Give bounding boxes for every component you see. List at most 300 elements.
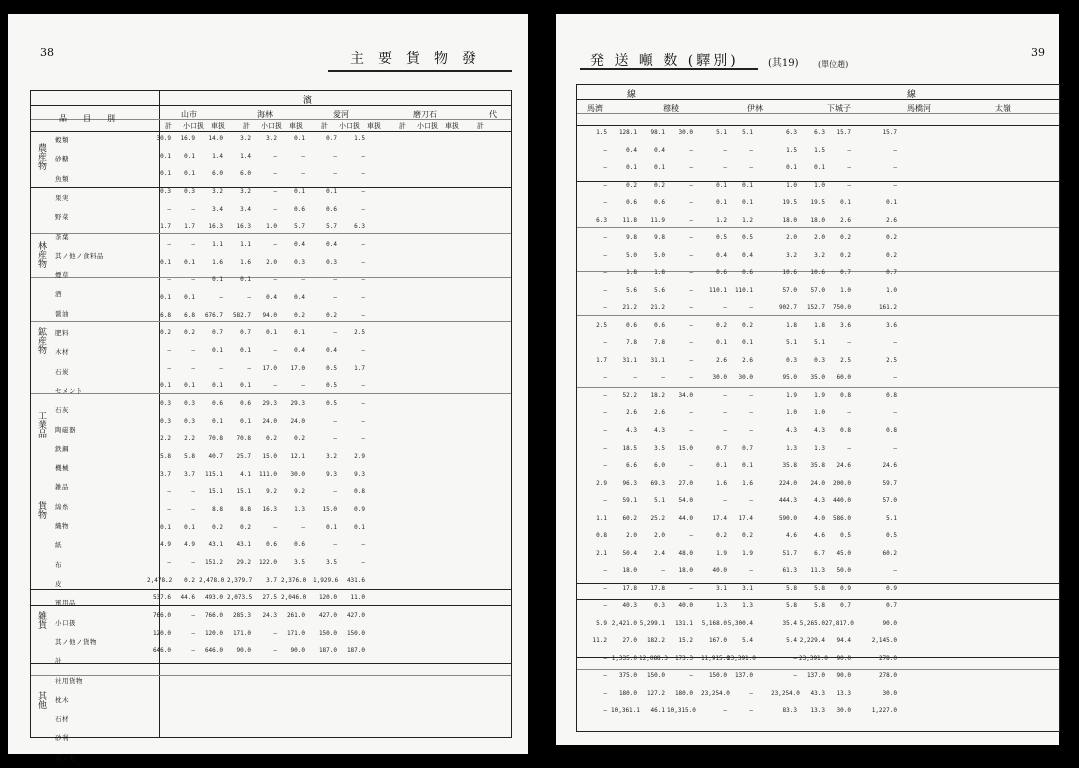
table-cell: 5.8 — [814, 584, 825, 592]
table-cell: 24.0 — [290, 417, 305, 425]
table-cell: — — [689, 462, 693, 470]
table-cell: 14.0 — [208, 135, 223, 142]
table-cell: — — [219, 294, 223, 301]
table-cell: 1,335.0 — [611, 654, 637, 662]
table-cell: — — [603, 286, 607, 294]
table-cell: 161.2 — [878, 304, 897, 312]
table-cell: 5.0 — [626, 251, 637, 259]
table-cell: 0.1 — [184, 294, 195, 301]
table-cell: 1.8 — [626, 269, 637, 277]
table-cell: 24.6 — [882, 462, 897, 470]
table-cell: 1.9 — [716, 549, 727, 557]
table-cell: 431.6 — [346, 576, 365, 584]
table-cell: — — [603, 391, 607, 399]
table-cell: 3.2 — [240, 188, 251, 195]
table-cell: 0.1 — [160, 294, 171, 301]
table-cell: — — [191, 612, 195, 619]
table-cell: 151.2 — [204, 559, 223, 566]
table-cell: — — [689, 409, 693, 417]
table-cell: — — [333, 435, 337, 443]
table-cell: 98.1 — [650, 129, 665, 136]
table-cell: 0.2 — [840, 251, 851, 259]
table-cell: 1.1 — [212, 241, 223, 248]
category-label: 林産物 — [36, 241, 46, 268]
table-cell: 0.1 — [294, 329, 305, 337]
table-cell: 90.0 — [836, 672, 851, 680]
table-cell: 6.8 — [184, 311, 195, 319]
table-cell: 0.1 — [840, 199, 851, 207]
table-cell: — — [689, 286, 693, 294]
table-cell: 17.8 — [650, 584, 665, 592]
table-cell: 27,817.0 — [825, 619, 854, 627]
table-cell: 582.7 — [232, 311, 251, 319]
table-cell: 6.3 — [786, 129, 797, 136]
table-cell: 27.5 — [262, 594, 277, 602]
table-cell: 12,088.3 — [639, 654, 668, 662]
table-cell: 6.3 — [814, 129, 825, 136]
subcol-header: 小口扱 — [261, 122, 282, 130]
table-cell: 2.6 — [840, 216, 851, 224]
table-cell: — — [893, 444, 897, 452]
divider — [31, 663, 511, 664]
table-cell: 1.5 — [814, 146, 825, 154]
table-cell: 1.4 — [240, 152, 251, 160]
divider — [577, 99, 1059, 100]
right-page — [556, 14, 1059, 745]
table-cell: — — [247, 364, 251, 372]
table-cell: 0.6 — [716, 269, 727, 277]
table-cell: 44.0 — [678, 514, 693, 522]
table-cell: — — [191, 559, 195, 566]
table-cell: 1.9 — [742, 549, 753, 557]
table-cell: 57.0 — [782, 286, 797, 294]
table-cell: 5.9 — [596, 619, 607, 627]
table-cell: 0.7 — [240, 329, 251, 337]
table-cell: 1.3 — [742, 602, 753, 610]
table-cell: 1.6 — [742, 479, 753, 487]
table-cell: 5,265.0 — [799, 619, 825, 627]
table-cell: 0.1 — [240, 276, 251, 284]
table-cell: 1.8 — [654, 269, 665, 277]
table-cell: — — [689, 374, 693, 382]
table-cell: 4.6 — [814, 532, 825, 540]
divider — [31, 321, 511, 322]
table-cell: 2,229.4 — [799, 637, 825, 645]
left-page — [8, 14, 528, 762]
table-cell: 278.0 — [878, 654, 897, 662]
table-cell: — — [333, 294, 337, 301]
table-cell: 285.3 — [232, 612, 251, 619]
table-cell: — — [333, 488, 337, 496]
table-cell: 2.5 — [886, 356, 897, 364]
table-cell: 0.4 — [294, 241, 305, 248]
table-cell: 4.6 — [786, 532, 797, 540]
table-cell: 0.3 — [160, 400, 171, 407]
table-cell: 5.8 — [786, 584, 797, 592]
page-number-left: 38 — [40, 46, 54, 59]
item-label: 其ノ他ノ貨物 — [55, 637, 97, 646]
table-cell: 0.2 — [160, 329, 171, 337]
table-cell: 128.1 — [618, 129, 637, 136]
table-cell: 120.0 — [152, 629, 171, 637]
table-cell: 0.1 — [716, 339, 727, 347]
table-cell: — — [301, 152, 305, 160]
table-cell: 4.9 — [184, 541, 195, 549]
table-cell: — — [689, 339, 693, 347]
table-cell: 0.4 — [654, 146, 665, 154]
table-cell: 493.0 — [204, 594, 223, 602]
table-cell: 3.5 — [326, 559, 337, 566]
table-cell: 1.9 — [814, 391, 825, 399]
divider — [31, 589, 511, 590]
table-cell: — — [661, 374, 665, 382]
table-cell: 5.1 — [814, 339, 825, 347]
table-cell: 30.0 — [882, 689, 897, 697]
table-cell: 30.0 — [738, 374, 753, 382]
table-cell: 50.0 — [836, 567, 851, 575]
table-cell: 50.4 — [622, 549, 637, 557]
table-cell: 15.7 — [836, 129, 851, 136]
table-cell: 60.0 — [836, 374, 851, 382]
table-cell: 40.0 — [712, 567, 727, 575]
table-cell: — — [247, 294, 251, 301]
table-cell: 0.7 — [326, 135, 337, 142]
table-cell: — — [167, 241, 171, 248]
table-cell: — — [603, 672, 607, 680]
table-cell: 0.1 — [626, 164, 637, 172]
table-cell: — — [723, 707, 727, 715]
table-cell: 1.7 — [596, 356, 607, 364]
table-cell: 5.1 — [716, 129, 727, 136]
table-cell: 5.4 — [786, 637, 797, 645]
table-cell: 150.0 — [708, 672, 727, 680]
table-cell: 57.0 — [810, 286, 825, 294]
table-cell: 13.3 — [810, 707, 825, 715]
table-cell: 0.2 — [742, 321, 753, 329]
table-cell: — — [603, 199, 607, 207]
subcol-header: 車扱 — [211, 122, 225, 130]
table-cell: 60.2 — [622, 514, 637, 522]
table-cell: 278.0 — [878, 672, 897, 680]
table-cell: 3.7 — [184, 470, 195, 478]
table-cell: — — [723, 427, 727, 434]
table-cell: 0.2 — [184, 329, 195, 337]
table-cell: 9.3 — [354, 470, 365, 478]
table-cell: — — [749, 304, 753, 312]
table-cell: 5.8 — [814, 602, 825, 610]
table-cell: 0.1 — [326, 188, 337, 195]
table-cell: 0.6 — [240, 400, 251, 407]
table-cell: — — [167, 364, 171, 372]
table-cell: 0.3 — [786, 356, 797, 364]
table-cell: 3.7 — [160, 470, 171, 478]
table-cell: 0.1 — [184, 258, 195, 266]
table-cell: — — [689, 427, 693, 434]
item-label: 肥料 — [55, 329, 69, 338]
table-cell: 90.0 — [882, 619, 897, 627]
subcol-header: 小口扱 — [339, 122, 360, 130]
table-cell: — — [749, 164, 753, 172]
table-cell: 0.1 — [326, 523, 337, 531]
table-cell: 131.1 — [674, 619, 693, 627]
table-cell: 9.8 — [654, 234, 665, 242]
table-cell: 2,376.0 — [281, 576, 307, 584]
table-cell: 180.0 — [618, 689, 637, 697]
table-cell: 59.7 — [882, 479, 897, 487]
table-cell: 187.0 — [318, 647, 337, 655]
table-cell: — — [603, 269, 607, 277]
table-cell: — — [333, 276, 337, 284]
item-label: 穀類 — [55, 136, 69, 144]
table-cell: — — [273, 523, 277, 531]
table-cell: 12.1 — [290, 453, 305, 460]
item-label: 果実 — [55, 193, 69, 202]
table-cell: — — [191, 276, 195, 284]
table-cell: 5.1 — [742, 129, 753, 136]
table-cell: 2.2 — [184, 435, 195, 443]
table-cell: 6.7 — [814, 549, 825, 557]
table-cell: — — [333, 329, 337, 337]
table-cell: 0.4 — [294, 294, 305, 301]
table-cell: 94.0 — [262, 311, 277, 319]
table-cell: 19.5 — [782, 199, 797, 207]
table-cell: 150.0 — [318, 629, 337, 637]
table-cell: — — [723, 304, 727, 312]
item-label: 機械 — [55, 464, 69, 473]
divider — [577, 315, 1059, 316]
table-cell: 52.2 — [622, 391, 637, 399]
table-cell: 0.8 — [886, 391, 897, 399]
table-cell: 10.6 — [782, 269, 797, 277]
table-cell: 0.1 — [212, 276, 223, 284]
item-label: 茶葉 — [55, 232, 69, 241]
table-cell: 30.0 — [836, 707, 851, 715]
station-header: 馬橋河 — [907, 104, 931, 113]
divider — [577, 227, 1059, 228]
table-cell: 6.0 — [212, 170, 223, 178]
table-cell: 3.1 — [716, 584, 727, 592]
title-rule — [580, 68, 758, 70]
table-cell: 115.1 — [204, 470, 223, 478]
table-cell: — — [361, 400, 365, 407]
table-cell: — — [361, 382, 365, 390]
unit-note: (單位趙) — [818, 60, 849, 69]
table-cell: 137.0 — [734, 672, 753, 680]
divider — [31, 105, 511, 106]
table-cell: 120.0 — [318, 594, 337, 602]
table-cell: 0.2 — [294, 435, 305, 443]
category-label: 鉱産物 — [36, 327, 46, 354]
table-cell: — — [333, 152, 337, 160]
table-cell: 4.3 — [786, 427, 797, 434]
table-cell: 6.3 — [596, 216, 607, 224]
subcol-header: 計 — [165, 122, 172, 130]
station-header: 下城子 — [827, 104, 851, 113]
table-cell: 0.2 — [716, 532, 727, 540]
table-cell: 30.0 — [290, 470, 305, 478]
table-cell: 10.6 — [810, 269, 825, 277]
table-cell: — — [893, 164, 897, 172]
category-label: 農産物 — [36, 143, 46, 170]
table-cell: 0.6 — [626, 321, 637, 329]
table-cell: 17.0 — [290, 364, 305, 372]
table-cell: 0.8 — [596, 532, 607, 540]
table-cell: — — [793, 672, 797, 680]
table-cell: 0.1 — [184, 523, 195, 531]
item-label: 野菜 — [55, 213, 69, 222]
table-cell: — — [689, 251, 693, 259]
table-cell: — — [191, 364, 195, 372]
table-cell: 0.1 — [742, 181, 753, 189]
table-cell: 0.1 — [886, 199, 897, 207]
table-cell: 35.0 — [810, 374, 825, 382]
table-cell: — — [273, 347, 277, 354]
table-cell: 9.8 — [626, 234, 637, 242]
table-cell: 90.0 — [236, 647, 251, 655]
table-cell: 1.2 — [716, 216, 727, 224]
station-header: 馬濟 — [587, 104, 603, 113]
table-cell: 171.0 — [286, 629, 305, 637]
table-cell: 0.5 — [326, 364, 337, 372]
table-cell: 5.6 — [654, 286, 665, 294]
table-cell: — — [273, 205, 277, 213]
divider — [577, 125, 1059, 126]
table-cell: 0.1 — [354, 523, 365, 531]
table-cell: 750.0 — [832, 304, 851, 312]
table-cell: 24.0 — [810, 479, 825, 487]
table-cell: 4.9 — [160, 541, 171, 549]
table-cell: — — [893, 146, 897, 154]
table-cell: 15.0 — [262, 453, 277, 460]
table-cell: 110.1 — [708, 286, 727, 294]
table-cell: — — [191, 488, 195, 496]
table-cell: 43.1 — [208, 541, 223, 549]
table-cell: 24.3 — [262, 612, 277, 619]
table-cell: 2,046.0 — [281, 594, 307, 602]
table-cell: — — [301, 382, 305, 390]
table-cell: 0.9 — [886, 584, 897, 592]
table-cell: 0.1 — [160, 258, 171, 266]
item-label: 魚類 — [55, 174, 69, 183]
table-cell: 0.4 — [716, 251, 727, 259]
table-cell: — — [273, 170, 277, 178]
table-cell: 2.6 — [626, 409, 637, 417]
table-cell: — — [191, 647, 195, 655]
table-cell: 1.3 — [294, 506, 305, 513]
table-cell: 0.1 — [266, 329, 277, 337]
page-title-left: 主要貨物發 — [350, 51, 490, 67]
table-cell: 16.3 — [236, 223, 251, 231]
table-cell: — — [847, 164, 851, 172]
table-cell: 127.2 — [646, 689, 665, 697]
category-label: 其他 — [36, 691, 46, 709]
table-cell: — — [273, 382, 277, 390]
station-header: 代 — [489, 110, 497, 119]
table-cell: — — [603, 584, 607, 592]
table-cell: 5.1 — [786, 339, 797, 347]
table-cell: 0.4 — [326, 347, 337, 354]
table-cell: 0.1 — [716, 181, 727, 189]
item-label: 煙草 — [55, 271, 69, 280]
table-cell: 0.3 — [184, 400, 195, 407]
table-cell: 0.2 — [886, 251, 897, 259]
data-table-right — [576, 84, 1060, 732]
subcol-header: 計 — [477, 122, 484, 130]
table-cell: 1.2 — [742, 216, 753, 224]
item-label: 小口扱 — [55, 618, 76, 627]
table-cell: 0.4 — [626, 146, 637, 154]
table-cell: 5.8 — [786, 602, 797, 610]
table-cell: 5,168.0 — [701, 619, 727, 627]
table-cell: 0.9 — [840, 584, 851, 592]
table-cell: 0.6 — [654, 321, 665, 329]
divider — [577, 599, 1059, 600]
table-cell: 5.1 — [654, 497, 665, 505]
item-label: 綿糸 — [55, 502, 69, 511]
table-cell: 537.6 — [152, 594, 171, 602]
table-cell: 646.0 — [152, 647, 171, 655]
table-cell: 676.7 — [204, 311, 223, 319]
table-cell: 40.3 — [622, 602, 637, 610]
table-cell: 2,073.5 — [227, 594, 253, 602]
table-cell: 0.3 — [654, 602, 665, 610]
item-label: 砂利 — [55, 734, 69, 743]
table-cell: 152.7 — [806, 304, 825, 312]
table-cell: 3.4 — [212, 205, 223, 213]
table-cell: 24.0 — [262, 417, 277, 425]
table-cell: 1.5 — [596, 129, 607, 136]
table-cell: — — [723, 497, 727, 505]
table-cell: 0.1 — [240, 347, 251, 354]
table-cell: 902.7 — [778, 304, 797, 312]
table-cell: — — [689, 216, 693, 224]
table-cell: 0.5 — [742, 234, 753, 242]
table-cell: 43.3 — [810, 689, 825, 697]
item-label: 砂糖 — [55, 155, 69, 164]
divider — [31, 675, 511, 676]
station-header: 太嶺 — [995, 104, 1011, 113]
table-cell: 9.2 — [266, 488, 277, 496]
table-cell: — — [361, 188, 365, 195]
table-cell: 6.0 — [240, 170, 251, 178]
table-cell: 15.1 — [208, 488, 223, 496]
table-cell: 16.3 — [262, 506, 277, 513]
table-cell: 0.3 — [160, 417, 171, 425]
table-cell: 0.1 — [742, 339, 753, 347]
table-cell: 2.6 — [886, 216, 897, 224]
table-cell: 1.7 — [160, 223, 171, 231]
table-cell: 2,379.7 — [227, 576, 253, 584]
table-cell: — — [749, 391, 753, 399]
table-cell: — — [749, 567, 753, 575]
table-cell: 7.8 — [626, 339, 637, 347]
table-cell: 0.1 — [212, 417, 223, 425]
table-cell: 18.5 — [622, 444, 637, 452]
table-cell: 0.2 — [742, 532, 753, 540]
table-cell: 0.5 — [326, 382, 337, 390]
table-cell: 1.0 — [786, 409, 797, 417]
table-cell: 0.3 — [160, 188, 171, 195]
table-cell: — — [167, 347, 171, 354]
table-cell: — — [361, 258, 365, 266]
table-cell: 3.2 — [326, 453, 337, 460]
table-cell: 0.3 — [814, 356, 825, 364]
table-cell: 29.2 — [236, 559, 251, 566]
divider — [31, 393, 511, 394]
table-cell: 646.0 — [204, 647, 223, 655]
table-cell: 173.3 — [674, 654, 693, 662]
table-cell: 3.4 — [240, 205, 251, 213]
